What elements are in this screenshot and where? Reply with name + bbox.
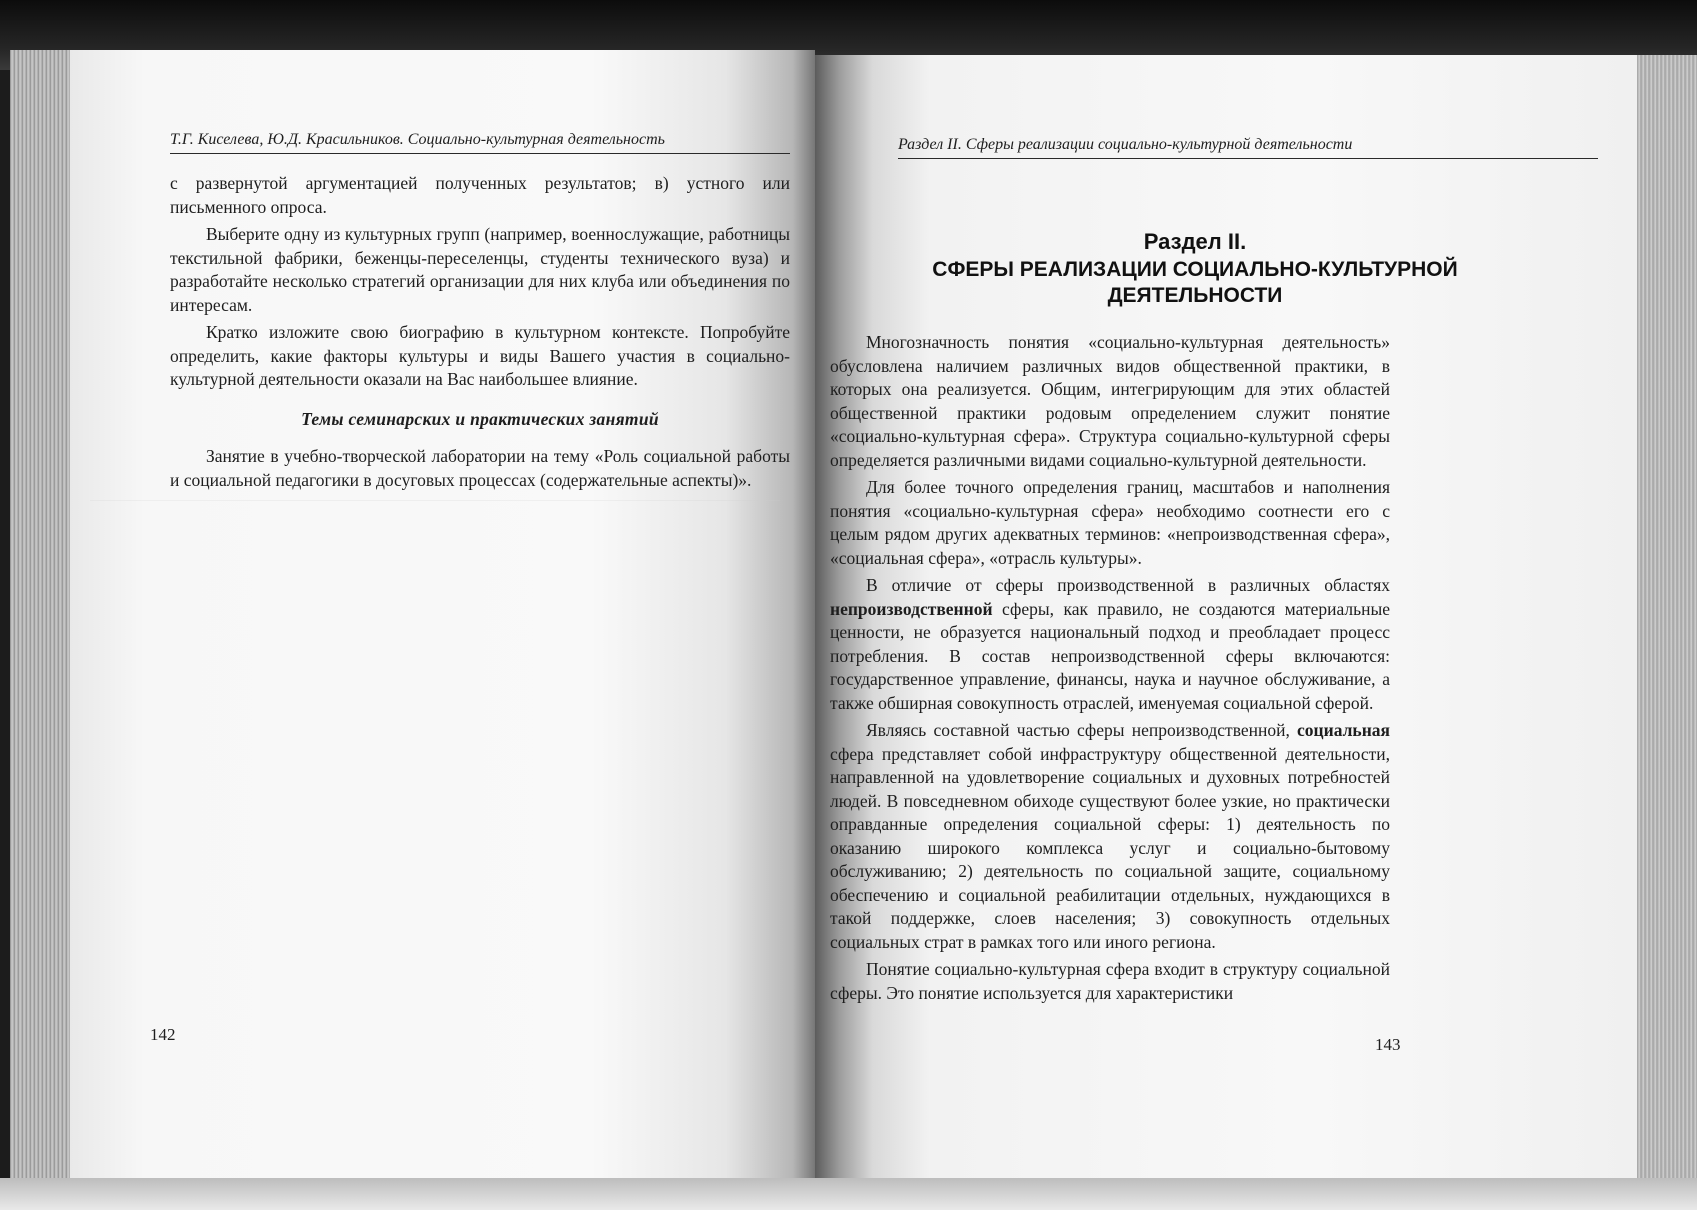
right-page-number: 143 [1375,1035,1401,1054]
p4-rest: сфера представляет собой инфраструктуру общественной деятельности, направленной на удовлетворение социальных и духовных потребностей людей. В повседневном обиходе существуют более узкие, но практически оправданные определения социальной сферы: 1) деятельность по оказанию широкого комплекса услуг и социально-бытовому обслуживанию; 2) деятельность по социальной защите, социальному обеспечению и социальной реабилитации отдельных, нуждающихся в такой поддержке, слоев населения; 3) совокупность отдельных социальных страт в рамках того или иного региона. [830,743,1390,952]
section-number: Раздел II. [1143,229,1247,254]
section-title-block [915,227,1475,309]
section-title: СФЕРЫ РЕАЛИЗАЦИИ СОЦИАЛЬНО-КУЛЬТУРНОЙ ДЕЯТЕЛЬНОСТИ [932,258,1458,307]
scan-bottom-edge [0,1178,1697,1210]
left-body-text [170,172,790,492]
term-social: социальная [1297,720,1390,740]
p4-lead: Являясь составной частью сферы непроизводственной, [866,720,1290,740]
right-paragraph-5: Понятие социально-культурная сфера входит в структуру социальной сферы. Это понятие используется для характеристики [830,959,1390,1003]
left-paragraph-2: Выберите одну из культурных групп (например, военнослужащие, работницы текстильной фабрики, беженцы-переселенцы, студенты технического вуза) и разработайте несколько стратегий организации для них клуба или объединения по интересам. [170,224,790,315]
right-running-head [898,135,1598,159]
right-running-head-text: Раздел II. Сферы реализации социально-культурной деятельности [898,136,1353,153]
p3-lead: В отличие от сферы производственной в различных областях [866,575,1390,595]
left-page-number: 142 [150,1025,176,1044]
show-through-texture [90,500,780,524]
term-nonproduction: непроизводственной [830,598,993,619]
seminar-heading: Темы семинарских и практических занятий [301,408,659,429]
left-page [70,50,815,1185]
right-page [815,55,1637,1183]
right-paragraph-4 [830,719,1390,954]
right-paragraph-3 [830,574,1390,715]
p3-rest: сферы, как правило, не создаются материальные ценности, не образуется национальный подход и преобладает процесс потребления. В состав непроизводственной сферы включаются: государственное управление, финансы, наука и научное обслуживание, а также обширная совокупность отраслей, именуемая социальной сферой. [830,598,1391,713]
left-paragraph-3: Кратко изложите свою биографию в культурном контексте. Попробуйте определить, какие факторы культуры и виды Вашего участия в социально-культурной деятельности оказали на Вас наибольшее влияние. [170,322,790,389]
right-page-edges [1635,55,1697,1185]
seminar-paragraph: Занятие в учебно-творческой лаборатории на тему «Роль социальной работы и социальной педагогики в досуговых процессах (содержательные аспекты)». [170,446,790,490]
left-paragraph-1: с развернутой аргументацией полученных результатов; в) устного или письменного опроса. [170,173,790,217]
right-paragraph-2: Для более точного определения границ, масштабов и наполнения понятия «социально-культурная сфера» необходимо соотнести его с целым рядом других адекватных терминов: «непроизводственная сфера», «социальная сфера», «отрасль культуры». [830,477,1390,568]
right-body-text [830,331,1390,1005]
left-running-head [170,130,790,154]
right-paragraph-1: Многозначность понятия «социально-культурная деятельность» обусловлена наличием различных видов общественной практики, в которых она реализуется. Общим, интегрирующим для этих областей общественной практики родовым определением служит понятие «социально-культурная сфера». Структура социально-культурной сферы определяется различными видами социально-культурной деятельности. [830,332,1390,470]
left-running-head-text: Т.Г. Киселева, Ю.Д. Красильников. Социально-культурная деятельность [170,131,665,148]
